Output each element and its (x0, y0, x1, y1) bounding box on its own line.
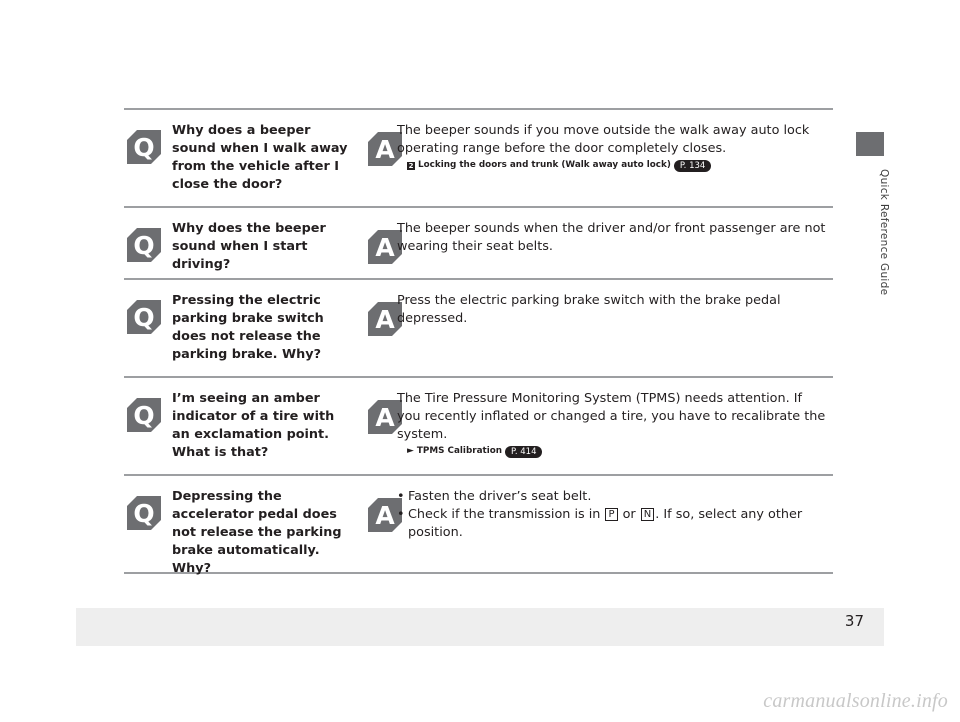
question-badge-icon (127, 228, 161, 262)
question-badge-icon (127, 398, 161, 432)
faq-question: Depressing the accelerator pedal does not release the parking brake automatically. Why? (172, 489, 342, 576)
faq-answer (397, 220, 827, 256)
faq-row (124, 280, 833, 378)
question-badge-icon (127, 496, 161, 530)
section-tab-marker (856, 132, 884, 156)
svg-text:Q: Q (133, 401, 155, 430)
reference-arrow-icon: ► (407, 446, 414, 456)
reference-marker-icon: 2 (408, 161, 414, 170)
svg-text:A: A (375, 233, 395, 262)
faq-row (124, 208, 833, 280)
reference-title: Locking the doors and trunk (Walk away auto lock) (418, 160, 671, 170)
answer-bullet: • Fasten the driver’s seat belt. (397, 488, 827, 506)
faq-answer (397, 122, 827, 173)
answer-text: The beeper sounds if you move outside the walk away auto lock operating range before the door completely closes. (397, 123, 810, 156)
faq-question: I’m seeing an amber indicator of a tire with an exclamation point. What is that? (172, 391, 335, 460)
faq-question: Why does the beeper sound when I start driving? (172, 221, 326, 272)
question-badge-icon (127, 130, 161, 164)
faq-table (124, 108, 833, 574)
faq-answer (397, 488, 827, 542)
faq-row (124, 110, 833, 208)
svg-text:Q: Q (133, 303, 155, 332)
page-number: 37 (844, 612, 864, 630)
svg-text:A: A (375, 305, 395, 334)
faq-answer (397, 390, 827, 459)
svg-text:A: A (375, 135, 395, 164)
svg-text:Q: Q (133, 231, 155, 260)
footer-band (76, 608, 884, 646)
faq-question: Pressing the electric parking brake switch does not release the parking brake. Why? (172, 293, 324, 362)
svg-text:A: A (375, 501, 395, 530)
answer-text: Press the electric parking brake switch with the brake pedal depressed. (397, 293, 781, 326)
gear-p-key-icon: P (605, 508, 617, 521)
faq-row (124, 378, 833, 476)
watermark: carmanualsonline.info (763, 690, 948, 712)
reference-title: TPMS Calibration (416, 446, 503, 456)
answer-bullet: • Check if the transmission is in P or N . If so, select any other position. (397, 506, 827, 542)
cross-reference[interactable] (407, 158, 827, 173)
faq-row (124, 476, 833, 574)
answer-text: The Tire Pressure Monitoring System (TPMS) needs attention. If you recently inflated or changed a tire, you have to recalibrate the system. (397, 391, 826, 442)
svg-text:Q: Q (133, 133, 155, 162)
cross-reference[interactable] (407, 444, 827, 459)
page-reference-link[interactable]: P. 414 (505, 446, 542, 458)
svg-text:Q: Q (133, 499, 155, 528)
section-label: Quick Reference Guide (878, 168, 890, 296)
svg-text:A: A (375, 403, 395, 432)
faq-answer (397, 292, 827, 328)
page-reference-link[interactable]: P. 134 (674, 160, 711, 172)
gear-n-key-icon: N (641, 508, 654, 521)
answer-bullet-list (397, 488, 827, 542)
question-badge-icon (127, 300, 161, 334)
answer-text: The beeper sounds when the driver and/or front passenger are not wearing their seat belts. (397, 221, 826, 254)
faq-question: Why does a beeper sound when I walk away from the vehicle after I close the door? (172, 123, 348, 192)
